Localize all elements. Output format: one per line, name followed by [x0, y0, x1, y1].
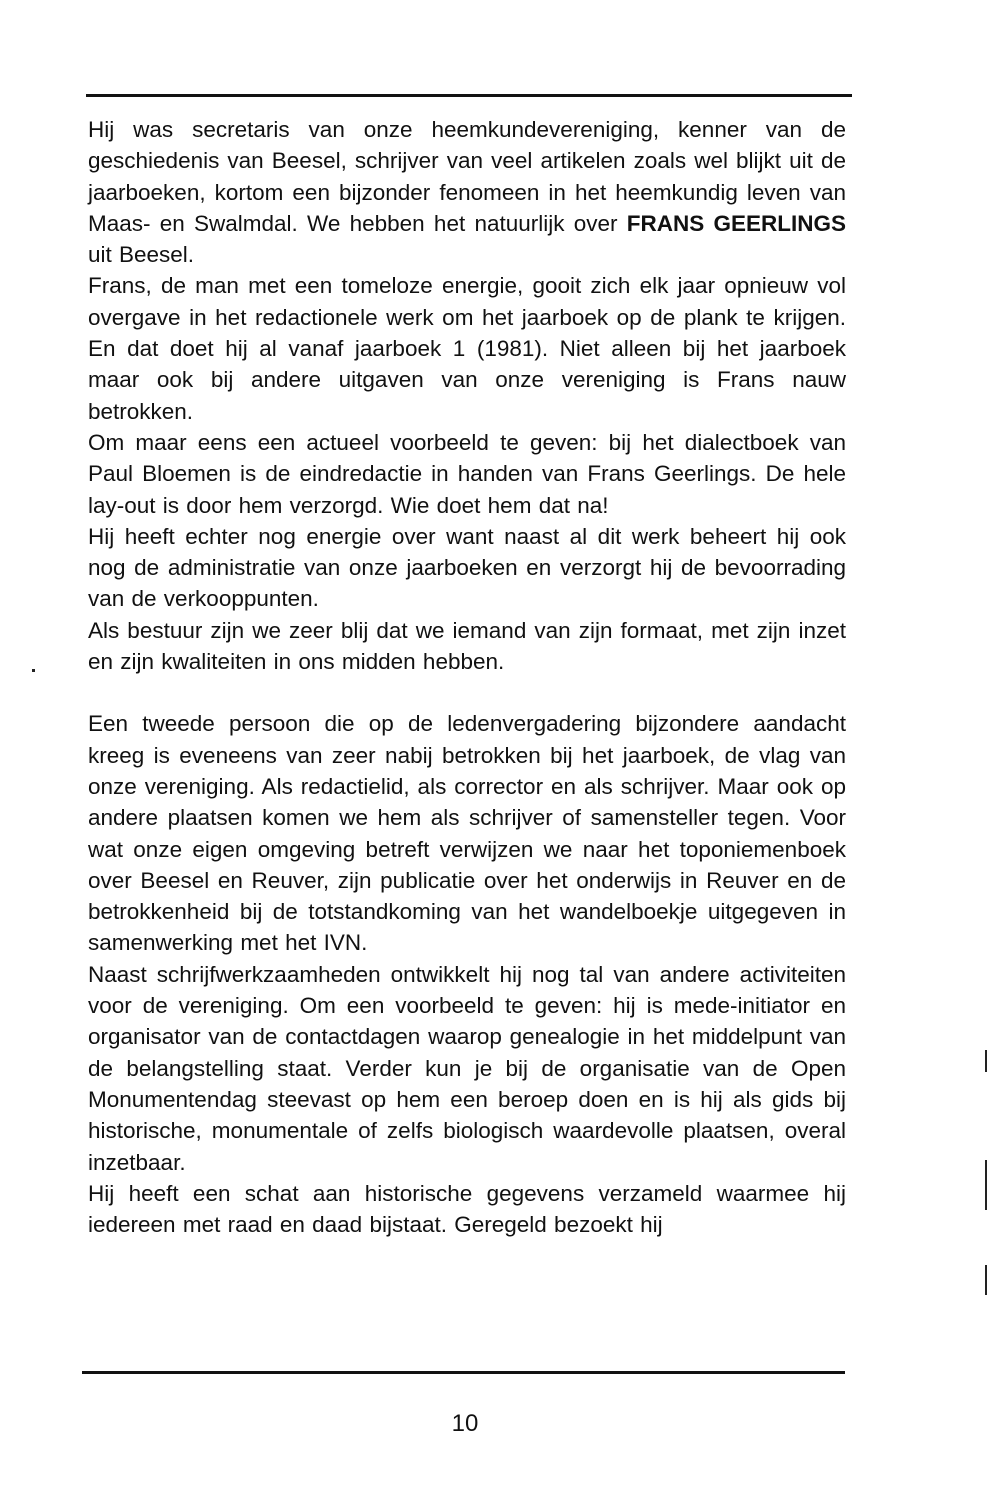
paragraph-8: Hij heeft een schat aan historische gegevens verzameld waarmee hij iedereen met raad en daad bijstaat. Geregeld bezoekt hij: [88, 1180, 846, 1238]
scan-margin-mark: [985, 1160, 987, 1210]
top-rule: [86, 94, 852, 97]
paragraph-5: Als bestuur zijn we zeer blij dat we iemand van zijn formaat, met zijn inzet en zijn kwaliteiten in ons midden hebben.: [88, 617, 846, 675]
page-body: [88, 114, 846, 1240]
paragraph-4: Hij heeft echter nog energie over want naast al dit werk beheert hij ook nog de administratie van onze jaarboeken en verzorgt hij de bevoorrading van de verkooppunten.: [88, 523, 846, 612]
paragraph-7: Naast schrijfwerkzaamheden ontwikkelt hij nog tal van andere activiteiten voor de vereniging. Om een voorbeeld te geven: hij is mede-initiator en organisator van de contactdagen waarop genealogie in het middelpunt van de belangstelling staat. Verder kun je bij de organisatie van de Open Monumentendag steevast op hem een beroep doen en is hij als gids bij historische, monumentale of zelfs biologisch waardevolle plaatsen, overal inzetbaar.: [88, 961, 846, 1175]
paragraph-1: [88, 114, 846, 270]
page-number: 10: [451, 1410, 479, 1437]
scan-speck: [32, 669, 35, 672]
paragraph-3: Om maar eens een actueel voorbeeld te geven: bij het dialectboek van Paul Bloemen is de eindredactie in handen van Frans Geerlings. De hele lay-out is door hem verzorgd. Wie doet hem dat na!: [88, 429, 846, 518]
bottom-rule: [82, 1371, 845, 1374]
paragraph-1-text: Hij was secretaris van onze heemkundevereniging, kenner van de geschiedenis van Beesel, schrijver van veel artikelen zoals wel blijkt uit de jaarboeken, kortom een bijzonder fenomeen in het heemkundig leven van Maas- en Swalmdal. We hebben het natuurlijk over: [88, 117, 846, 236]
highlighted-name: FRANS GEERLINGS: [626, 210, 846, 236]
paragraph-6: Een tweede persoon die op de ledenvergadering bijzondere aandacht kreeg is eveneens van zeer nabij betrokken bij het jaarboek, de vlag van onze vereniging. Als redactielid, als corrector en als schrijver. Maar ook op andere plaatsen komen we hem als schrijver of samensteller tegen. Voor wat onze eigen omgeving betreft verwijzen we naar het toponiemenboek over Beesel en Reuver, zijn publicatie over het onderwijs in Reuver en de betrokkenheid bij de totstandkoming van het wandelboekje uitgegeven in samenwerking met het IVN.: [88, 711, 846, 956]
scan-margin-mark: [985, 1265, 987, 1295]
paragraph-2: Frans, de man met een tomeloze energie, gooit zich elk jaar opnieuw vol overgave in het redactionele werk om het jaarboek op de plank te krijgen. En dat doet hij al vanaf jaarboek 1 (1981). Niet alleen bij het jaarboek maar ook bij andere uitgaven van onze vereniging is Frans nauw betrokken.: [88, 273, 846, 424]
scan-margin-mark: [985, 1050, 987, 1072]
paragraph-1-tail: uit Beesel.: [88, 242, 195, 268]
